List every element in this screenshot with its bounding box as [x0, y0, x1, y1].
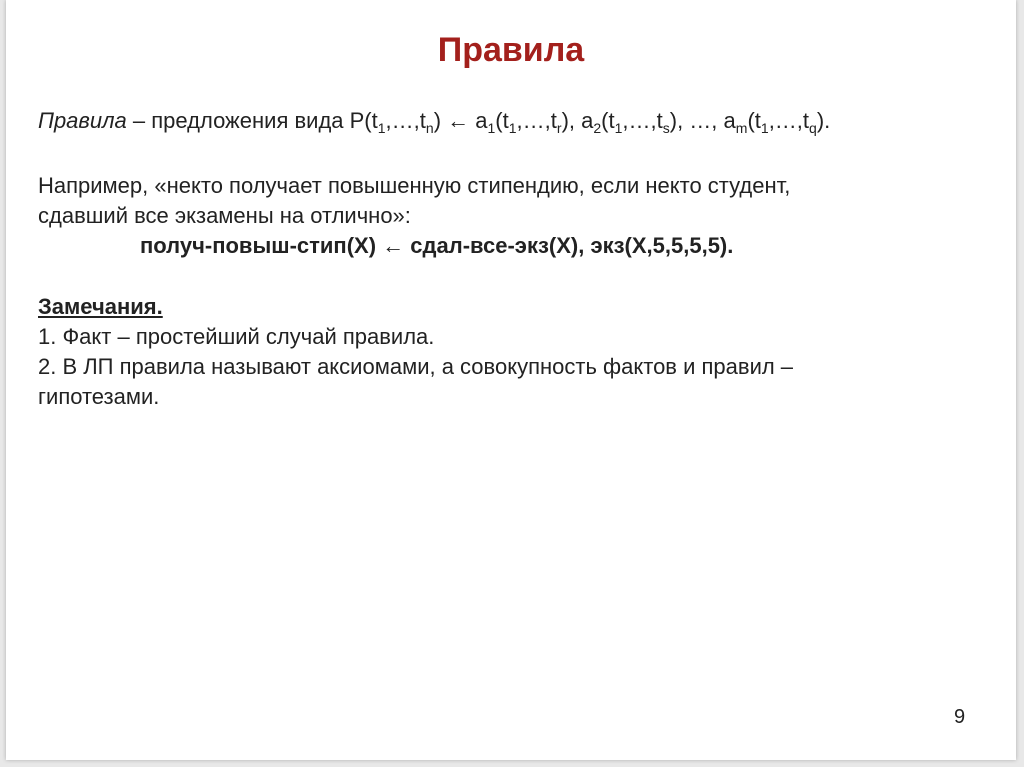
remark-item-2-line-1: 2. В ЛП правила называют аксиомами, а совокупность фактов и правил –: [38, 354, 794, 379]
definition-text: (t: [601, 108, 615, 133]
subscript: m: [735, 120, 748, 136]
definition-text: ), …, a: [669, 108, 736, 133]
subscript: 1: [508, 120, 517, 136]
definition-text: ).: [816, 108, 831, 133]
example-line-2: сдавший все экзамены на отлично»:: [38, 203, 411, 228]
definition-text: ): [433, 108, 448, 133]
definition-text: ,…,t: [385, 108, 426, 133]
slide-title: Правила: [437, 31, 585, 69]
definition-text: ,…,t: [768, 108, 810, 133]
subscript: r: [556, 120, 562, 136]
remark-item-1: 1. Факт – простейший случай правила.: [38, 324, 435, 349]
definition-text: (t: [747, 108, 761, 133]
remarks-section: [38, 292, 988, 412]
definition-line: [38, 106, 988, 136]
left-arrow-icon: ←: [447, 108, 470, 133]
subscript: q: [809, 120, 817, 136]
slide: [6, 0, 1016, 760]
example-formula: [38, 231, 988, 261]
definition-text: ,…,t: [622, 108, 663, 133]
subscript: 2: [593, 120, 602, 136]
definition-text: ,…,t: [516, 108, 557, 133]
definition-paragraph: [38, 106, 988, 136]
subscript: 1: [487, 120, 496, 136]
left-arrow-icon: ←: [382, 233, 405, 258]
example-line-1: Например, «некто получает повышенную стипендию, если некто студент,: [38, 173, 791, 198]
definition-term: Правила: [38, 108, 127, 133]
subscript: 1: [614, 120, 623, 136]
subscript: 1: [760, 120, 769, 136]
definition-text: ), a: [561, 108, 594, 133]
formula-body: сдал-все-экз(X), экз(X,5,5,5,5).: [404, 233, 734, 258]
example-paragraph: [38, 171, 988, 261]
page-number: 9: [954, 706, 966, 728]
remark-item-2-line-2: гипотезами.: [38, 384, 160, 409]
definition-text: (t: [495, 108, 509, 133]
definition-text: a: [469, 108, 488, 133]
remarks-heading: Замечания.: [38, 294, 163, 319]
subscript: n: [425, 120, 434, 136]
formula-head: получ-повыш-стип(X): [140, 233, 383, 258]
subscript: s: [662, 120, 670, 136]
definition-text: – предложения вида P(t: [126, 108, 378, 133]
subscript: 1: [377, 120, 386, 136]
